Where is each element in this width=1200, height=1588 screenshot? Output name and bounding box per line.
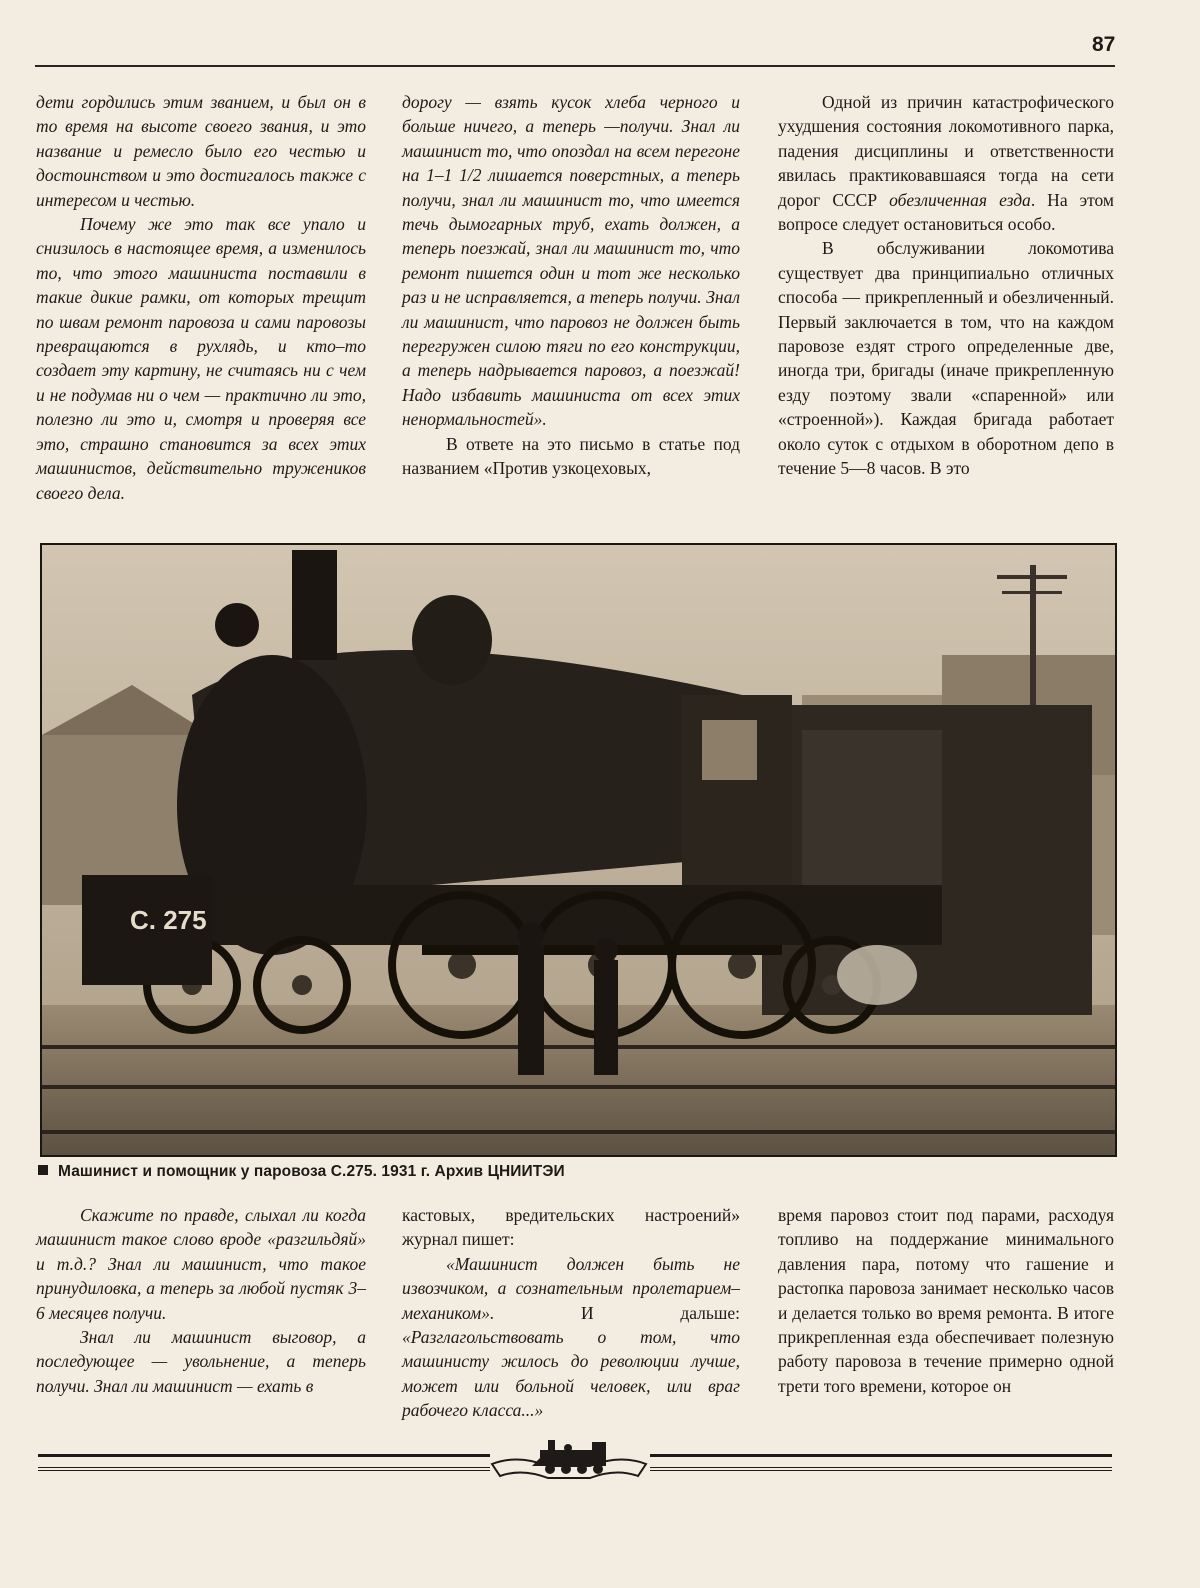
caption-bullet-icon bbox=[38, 1165, 48, 1175]
paragraph: дорогу — взять кусок хлеба черного и больше ничего, а теперь —получи. Знал ли машинист то, что опоздал на всем перегоне на 1–1 1/2 лишается поверстных, а теперь получи, знал ли машинист то, что имеется течь дымогарных труб, ехать должен, а теперь поезжай, знал ли машинист то, что ремонт пишется один и тот же несколько раз и не исправляется, а теперь получи. Знал ли машинист, что паровоз не должен быть перегружен силою тяги по его конструкции, а теперь надрывается паровоз, а поезжай! Надо избавить машиниста от всех этих ненормальностей». bbox=[402, 92, 740, 430]
paragraph: В обслуживании локомотива существует два принципиально отличных способа — прикрепленный и обезличенный. Первый заключается в том, что на каждом паровозе ездят строго определенные две, иногда три, бригады (иначе прикрепленную езду поэтому звали «спаренной» или «строенной»). Каждая бригада работает около суток с отдыхом в оборотном депо в течение 5—8 часов. В это bbox=[778, 238, 1114, 479]
paragraph: «Машинист должен быть не извозчиком, а сознательным пролетарием–механиком». И дальше: «Разглагольствовать о том, что машинисту жилось до революции лучше, может или больной человек, или враг рабочего класса...» bbox=[402, 1253, 740, 1421]
number-plate: С. 275 bbox=[130, 905, 207, 935]
top-column-3 bbox=[778, 90, 1114, 481]
paragraph: Скажите по правде, слыхал ли когда машинист такое слово вроде «разгильдяй» и т.д.? Знал ли машинист, что такое принудиловка, а теперь за любой пустяк 3–6 месяцев получи. bbox=[36, 1205, 366, 1323]
footer-rule-left-thin bbox=[38, 1470, 490, 1471]
footer-rule-right bbox=[650, 1454, 1112, 1468]
paragraph: кастовых, вредительских настроений» журнал пишет: bbox=[402, 1205, 740, 1250]
paragraph: В ответе на это письмо в статье под названием «Против узкоцеховых, bbox=[402, 433, 740, 479]
locomotive-photo bbox=[40, 543, 1117, 1157]
paragraph: время паровоз стоит под парами, расходуя топливо на поддержание минимального давления пара, потому что гашение и растопка паровоза занимает несколько часов и делается только во время ремонта. В итоге прикрепленная езда обеспечивает полезную работу паровоза в течение примерно одной трети того времени, которое он bbox=[778, 1205, 1114, 1396]
bottom-column-3 bbox=[778, 1203, 1114, 1398]
quote: «Машинист должен быть не извозчиком, а сознательным пролетарием–механиком». bbox=[402, 1253, 740, 1323]
paragraph: дети гордились этим званием, и был он в то время на высоте своего звания, и это название и ремесло было его честью и достоинством и это достигалось также с интересом и честью. bbox=[36, 92, 366, 210]
footer-rule-left bbox=[38, 1454, 490, 1468]
footer-rule-right-thin bbox=[650, 1470, 1112, 1471]
steam-locomotive-photo-icon bbox=[42, 545, 1115, 1155]
bottom-column-1 bbox=[36, 1203, 366, 1398]
locomotive-ornament-icon bbox=[488, 1436, 650, 1497]
quote: «Разглагольствовать о том, что машинисту жилось до революции лучше, может или больной человек, или враг рабочего класса...» bbox=[402, 1327, 740, 1421]
photo-caption: Машинист и помощник у паровоза С.275. 1931 г. Архив ЦНИИТЭИ bbox=[38, 1163, 565, 1181]
top-column-2 bbox=[402, 90, 740, 481]
bottom-column-2 bbox=[402, 1203, 740, 1423]
paragraph: Знал ли машинист выговор, а последующее — увольнение, а теперь получи. Знал ли машинист — ехать в bbox=[36, 1327, 366, 1396]
paragraph: Одной из причин катастрофического ухудшения состояния локомотивного парка, падения дисциплины и ответственности явилась практиковавшаяся тогда на сети дорог СССР обезличенная езда. На этом вопросе следует остановиться особо. bbox=[778, 92, 1114, 235]
emphasis: обезличенная езда bbox=[889, 189, 1031, 210]
page-number: 87 bbox=[1092, 33, 1116, 56]
header-rule bbox=[35, 65, 1115, 67]
top-column-1 bbox=[36, 90, 366, 505]
paragraph: Почему же это так все упало и снизилось в настоящее время, а изменилось то, что этого машиниста поставили в такие дикие рамки, от которых трещит по швам ремонт паровоза и сами паровозы превращаются в рухлядь, и кто–то создает эту картину, не считаясь ни с чем и не подумав ни о чем — практично ли это, полезно ли это и, смотря и проверяя все это, страшно становится за всех этих машинистов, действительно тружеников своего дела. bbox=[36, 214, 366, 503]
